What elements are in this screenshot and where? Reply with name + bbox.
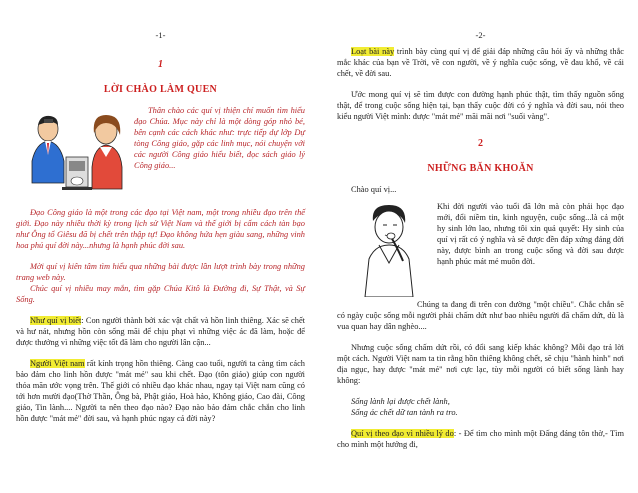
paragraph-6 [337,428,624,450]
intro-text: Thân chào các quí vị thiện chí muốn tìm hiểu đạo Chúa. Mục này chỉ là một dòng góp nhỏ bé, bên cạnh các cách khác như: trực tiếp dự lớp Dự tòng Công giáo, gặp các linh mục, nói chuyện với các người Công giáo hiểu biết, đọc sách giáo lý Công giáo... [134,106,305,170]
poem-line-2: Sống ác chết dữ tan tành ra tro. [351,408,458,417]
red-paragraph-2b: Chúc quí vị nhiều may mắn, tìm gặp Chúa Kitô là Đường đi, Sự Thật, và Sự Sống. [16,284,305,304]
paragraph-4-text: rất kính trọng hồn thiêng. Càng cao tuổi, người ta càng tìm cách bảo đảm cho linh hồn được "mát mẻ" sau khi chết. Đạo (tôn giáo) giúp con người thỏa mãn ước vọng trên. Thế giới có nhiều đạo khác nhau, ngay tại Việt nam cũng có tới hơn mười đạo(Thờ Thần, Ông bà, Phật giáo, Hoà hảo, Không giáo, Cao đài, Công giáo, Tin lành.... Người ta nên theo đạo nào? Đạo nào bảo đảm chắc chắn cho linh hồn được "mát mẻ" đời sau, và hạnh phúc ngay cả đời này? [16,359,305,423]
poem-line-1: Sống lành lại được chết lành, [351,397,450,406]
two-people-talking-illustration [26,111,130,197]
paragraph-1-text: trình bày cùng quí vị để giải đáp những câu hỏi ấy và những thắc mắc khác của bạn về Trời, về con người, về ý nghĩa cuộc sống, về đau khổ, về cái chết, về đời sau. [337,47,625,78]
paragraph-3 [16,315,305,348]
paragraph-4: Chúng ta đang đi trên con đường "một chiều". Chắc chắn sẽ có ngày cuộc sống mỗi người phải chấm dứt như bao nhiêu người đã chấm dứt, dù là vua quan hay dân nghèo.... [337,300,624,331]
paragraph-3: Khi đời người vào tuổi đã lớn mà còn phải học đạo mới, đổi niềm tin, kinh nguyện, cuộc sống...là cả một hy sinh lớn lao, nhưng tôi xin quả quyết: Hy sinh của quí vị rất có ý nghĩa và sẽ được đền đáp xứng đáng đời này, được bình an trong cuộc sống và đời sau được hạnh phúc mát mẻ muôn đời. [437,202,624,266]
greeting: Chào quí vị... [351,185,397,194]
paragraph-2: Ước mong quí vị sẽ tìm được con đường hạnh phúc thật, tìm thấy nguồn sống thật, để trong cuộc sống hiện tại, bạn thấy cuộc đời có ý nghĩa và đời sau, nói theo kiểu người Việt mình: được "mát mẻ" mãi mãi nơi "suối vàng". [337,90,624,121]
highlight-nguoi-viet-nam: Người Việt nam [30,359,85,368]
chapter-title: LỜI CHÀO LÀM QUEN [103,84,218,95]
highlight-qui-vi-theo-dao: Quí vị theo đạo vì nhiều lý do [351,429,454,438]
chapter-number: 2 [478,138,483,149]
highlight-nhu-qui-vi-biet: Như quí vị biết [30,316,82,325]
paragraph-1 [337,46,624,79]
chapter-title: NHỮNG BĂN KHOĂN [427,163,534,174]
chapter-number: 1 [158,59,163,70]
paragraph-4 [16,358,305,424]
paragraph-3-text: : Con người thành bởi xác vật chất và hồn linh thiêng. Xác sẽ chết và hư nát, nhưng hồn còn sống mãi để chịu phạt vì những việc ác đã làm, hoặc để được thưởng vì những việc tốt đã làm cho người lân cận... [16,316,305,347]
paragraph-6-text: : - Để tìm cho mình một Đấng đáng tôn thờ,- Tìm cho mình một hướng đi, [337,429,624,449]
thinker-section [337,201,624,267]
red-paragraph-1: Đạo Công giáo là một trong các đạo tại Việt nam, một trong nhiều đạo trên thế giới. Đạo này nhiều thời kỳ trong lịch sử Việt Nam và thế giới bị cấm cách tàn bạo như Ông tổ Giêsu đã bị chết trên thập tự! Đạo không hứa hẹn giàu sang, những vinh hoa phú quí đời này...nhưng là hạnh phúc đời sau. [16,208,305,250]
right-page [319,0,638,493]
highlight-loat-bai-nay: Loạt bài này [351,47,395,56]
paragraph-5: Nhưng cuộc sống chấm dứt rồi, có đổi sang kiếp khác không? Mỗi đạo trả lời một cách. Người Việt nam ta tin rằng hồn thiêng không chết, sẽ chịu "hành hình" nơi địa ngục, hay được "mát mẻ" nơi cực lạc, tùy mỗi người có biết sống lành hay không: [337,343,624,385]
page-number: -2- [475,30,486,40]
intro-paragraph [134,105,305,171]
thinking-man-illustration [351,201,429,297]
red-paragraph-2a: Mời quí vị kiên tâm tìm hiểu qua những bài được lần lượt trình bày trong những trang web này. [16,262,305,282]
page-number: -1- [155,30,166,40]
intro-section [16,105,305,197]
